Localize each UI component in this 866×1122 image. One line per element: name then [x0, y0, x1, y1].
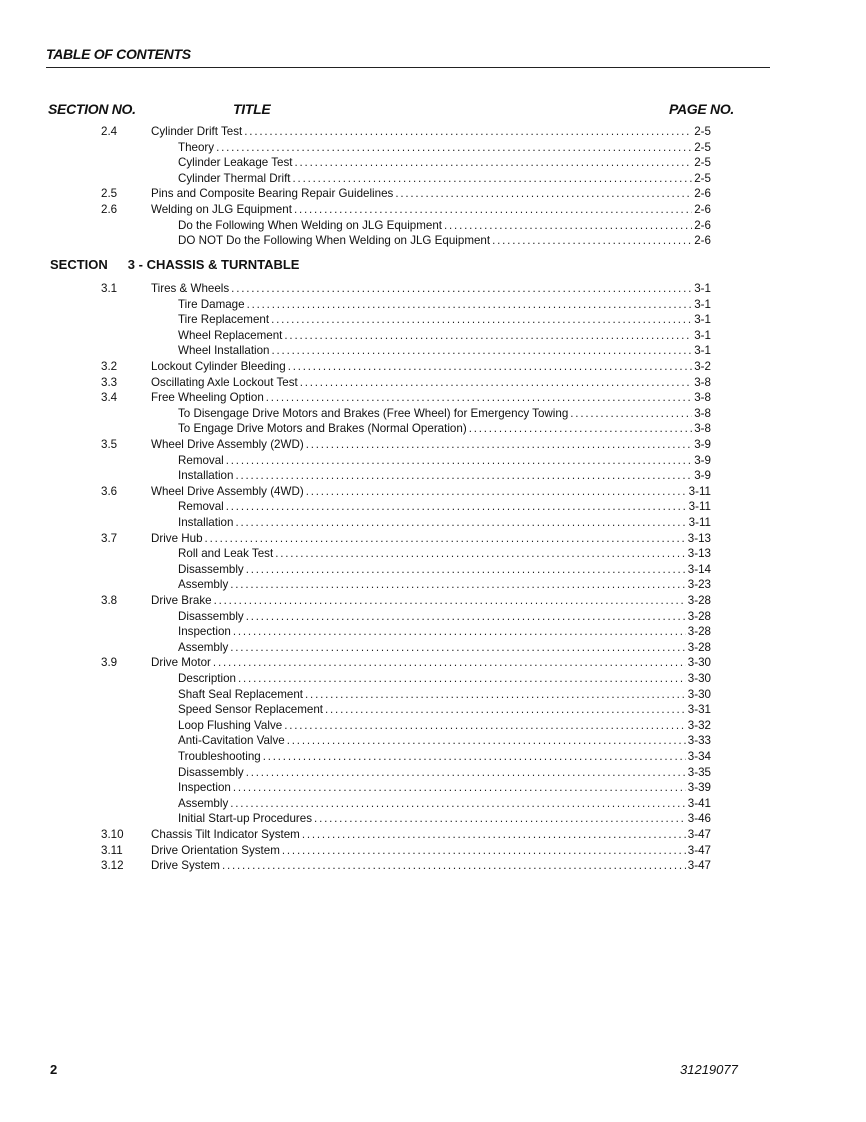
- toc-entry-title[interactable]: Wheel Drive Assembly (2WD): [151, 438, 304, 451]
- document-number: 31219077: [680, 1062, 738, 1077]
- toc-page-number[interactable]: 3-32: [687, 718, 711, 732]
- toc-entry-title[interactable]: Disassembly: [178, 609, 244, 623]
- toc-leader-dots: [295, 155, 693, 171]
- toc-entry-title[interactable]: Drive Brake: [151, 594, 212, 607]
- toc-section-number: 3.7: [101, 531, 118, 545]
- toc-section-number: 3.2: [101, 360, 118, 373]
- toc-leader-dots: [395, 186, 692, 202]
- toc-page-number[interactable]: 2-6: [694, 187, 711, 201]
- toc-page-number[interactable]: 3-11: [688, 516, 711, 529]
- toc-entry-title[interactable]: Description: [178, 672, 236, 685]
- toc-leader-dots: [216, 140, 692, 156]
- toc-entry: [151, 202, 711, 218]
- toc-leader-dots: [244, 124, 692, 140]
- toc-entry-title[interactable]: Initial Start-up Procedures: [178, 812, 313, 826]
- toc-entry-title[interactable]: DO NOT Do the Following When Welding on JLG Equipment: [178, 234, 491, 248]
- toc-entry: [151, 375, 711, 391]
- toc-entry: [178, 577, 711, 593]
- toc-leader-dots: [235, 468, 692, 484]
- toc-entry-title[interactable]: Free Wheeling Option: [151, 391, 264, 405]
- toc-leader-dots: [238, 671, 686, 687]
- toc-leader-dots: [288, 359, 693, 375]
- toc-entry: [178, 218, 711, 234]
- toc-entry: [178, 171, 711, 187]
- toc-entry-title[interactable]: Oscillating Axle Lockout Test: [151, 375, 298, 389]
- toc-leader-dots: [444, 218, 692, 234]
- toc-leader-dots: [271, 312, 692, 328]
- toc-entry-title[interactable]: Installation: [178, 516, 234, 529]
- toc-page-number[interactable]: 2-6: [694, 234, 711, 248]
- toc-entry: [178, 640, 711, 656]
- toc-page-number[interactable]: 3-30: [687, 656, 711, 670]
- toc-entry-title[interactable]: Assembly: [178, 578, 229, 592]
- toc-entry-title[interactable]: Tire Damage: [178, 297, 245, 311]
- toc-entry: [178, 515, 711, 531]
- toc-entry: [151, 124, 711, 140]
- toc-entry-title[interactable]: Drive System: [151, 859, 220, 873]
- toc-leader-dots: [246, 765, 686, 781]
- toc-entry-title[interactable]: Assembly: [178, 796, 229, 810]
- toc-entry: [151, 655, 711, 671]
- toc-entry: [178, 718, 711, 734]
- page-title: TABLE OF CONTENTS: [46, 46, 191, 62]
- toc-entry: [151, 359, 711, 375]
- column-header-page-no: PAGE NO.: [669, 101, 735, 117]
- toc-page-number[interactable]: 3-41: [687, 796, 711, 810]
- toc-leader-dots: [230, 796, 686, 812]
- toc-page-number[interactable]: 3-35: [687, 765, 711, 779]
- toc-entry-title[interactable]: Wheel Installation: [178, 344, 270, 358]
- toc-entry: [178, 702, 711, 718]
- toc-entry: [178, 155, 711, 171]
- toc-leader-dots: [235, 515, 686, 531]
- toc-entry: [178, 687, 711, 703]
- toc-leader-dots: [226, 453, 692, 469]
- toc-leader-dots: [300, 375, 693, 391]
- toc-page-number[interactable]: 3-8: [694, 375, 711, 389]
- toc-leader-dots: [230, 577, 686, 593]
- toc-entry-title[interactable]: Speed Sensor Replacement: [178, 703, 324, 717]
- toc-page-number[interactable]: 3-1: [694, 344, 711, 358]
- toc-page-number[interactable]: 3-8: [694, 406, 711, 420]
- toc-page-number[interactable]: 3-28: [687, 609, 711, 623]
- toc-entry: [151, 858, 711, 874]
- toc-page-number[interactable]: 3-13: [687, 531, 711, 545]
- toc-leader-dots: [226, 499, 687, 515]
- toc-entry: [178, 233, 711, 249]
- toc-leader-dots: [314, 811, 686, 827]
- toc-entry: [151, 843, 711, 859]
- toc-entry-title[interactable]: Welding on JLG Equipment: [151, 203, 292, 216]
- column-header-title: TITLE: [233, 101, 271, 117]
- toc-entry: [178, 297, 711, 313]
- toc-leader-dots: [230, 640, 686, 656]
- toc-leader-dots: [294, 202, 692, 218]
- toc-entry: [151, 484, 711, 500]
- toc-section-number: 3.10: [101, 828, 124, 841]
- toc-entry-title[interactable]: Chassis Tilt Indicator System: [151, 828, 300, 841]
- toc-entry: [151, 281, 711, 297]
- toc-entry: [178, 811, 711, 827]
- toc-leader-dots: [275, 546, 686, 562]
- toc-entry-title[interactable]: Drive Motor: [151, 656, 211, 670]
- toc-page-number[interactable]: 3-46: [687, 812, 711, 826]
- toc-page-number[interactable]: 3-33: [687, 734, 711, 748]
- toc-entry-title[interactable]: Cylinder Drift Test: [151, 125, 243, 138]
- toc-leader-dots: [287, 733, 686, 749]
- toc-entry: [178, 733, 711, 749]
- toc-entry-title[interactable]: Roll and Leak Test: [178, 547, 274, 561]
- toc-entry-title[interactable]: To Disengage Drive Motors and Brakes (Free Wheel) for Emergency Towing: [178, 406, 569, 420]
- toc-leader-dots: [305, 687, 686, 703]
- toc-entry-title[interactable]: Wheel Replacement: [178, 328, 283, 342]
- toc-leader-dots: [302, 827, 686, 843]
- toc-page-number[interactable]: 3-2: [694, 360, 711, 373]
- toc-page-number[interactable]: 3-28: [687, 640, 711, 654]
- toc-entry: [178, 562, 711, 578]
- toc-leader-dots: [231, 281, 692, 297]
- toc-entry-title[interactable]: Installation: [178, 469, 234, 483]
- toc-page-number[interactable]: 2-6: [694, 203, 711, 216]
- toc-leader-dots: [266, 390, 692, 406]
- toc-page-number[interactable]: 3-1: [694, 328, 711, 342]
- toc-entry: [178, 312, 711, 328]
- toc-leader-dots: [284, 328, 692, 344]
- toc-leader-dots: [233, 780, 686, 796]
- toc-page-number[interactable]: 3-1: [694, 313, 711, 327]
- toc-entry-title[interactable]: Inspection: [178, 625, 231, 639]
- toc-entry-title[interactable]: Wheel Drive Assembly (4WD): [151, 484, 304, 498]
- toc-entry-title[interactable]: Anti-Cavitation Valve: [178, 734, 285, 748]
- toc-entry-title[interactable]: Tires & Wheels: [151, 282, 230, 295]
- toc-page-number[interactable]: 3-28: [687, 625, 711, 639]
- toc-section-number: 3.9: [101, 656, 118, 670]
- page-number: 2: [50, 1062, 58, 1077]
- toc-leader-dots: [570, 406, 692, 422]
- toc-entry: [151, 390, 711, 406]
- toc-entry: [151, 531, 711, 547]
- toc-page-number[interactable]: 3-9: [694, 438, 711, 451]
- toc-entry: [178, 671, 711, 687]
- toc-entry: [178, 328, 711, 344]
- toc-entry: [178, 609, 711, 625]
- toc-leader-dots: [293, 171, 693, 187]
- toc-leader-dots: [214, 593, 686, 609]
- toc-page-number[interactable]: 3-47: [687, 843, 711, 857]
- toc-page-number[interactable]: 3-8: [694, 422, 711, 436]
- toc-entry: [178, 406, 711, 422]
- toc-page-number[interactable]: 2-5: [694, 125, 711, 138]
- toc-entry-title[interactable]: Pins and Composite Bearing Repair Guidelines: [151, 187, 394, 201]
- toc-entry: [178, 546, 711, 562]
- toc-entry: [151, 186, 711, 202]
- toc-section-number: 3.3: [101, 375, 118, 389]
- toc-page-number[interactable]: 3-31: [687, 703, 711, 717]
- toc-page-number[interactable]: 3-9: [694, 469, 711, 483]
- toc-section-number: 3.11: [101, 843, 123, 857]
- toc-leader-dots: [233, 624, 686, 640]
- toc-page-number[interactable]: 3-11: [688, 500, 711, 514]
- toc-page-number[interactable]: 2-5: [694, 140, 711, 154]
- section-label: SECTION: [50, 257, 108, 272]
- toc-entry-title[interactable]: To Engage Drive Motors and Brakes (Normal Operation): [178, 422, 467, 436]
- toc-leader-dots: [272, 343, 693, 359]
- toc-page-number[interactable]: 3-8: [694, 391, 711, 405]
- section-title: - CHASSIS & TURNTABLE: [138, 257, 300, 272]
- toc-page-number[interactable]: 3-1: [694, 297, 711, 311]
- toc-entry-title[interactable]: Loop Flushing Valve: [178, 718, 283, 732]
- toc-page-number[interactable]: 3-34: [687, 750, 711, 763]
- toc-entry-title[interactable]: Do the Following When Welding on JLG Equipment: [178, 218, 443, 232]
- toc-page-number[interactable]: 3-30: [687, 672, 711, 685]
- column-header-section-no: SECTION NO.: [48, 101, 136, 117]
- toc-leader-dots: [222, 858, 686, 874]
- toc-page-number[interactable]: 3-23: [687, 578, 711, 592]
- toc-entry-title[interactable]: Drive Orientation System: [151, 843, 280, 857]
- toc-page-number[interactable]: 3-13: [687, 547, 711, 561]
- toc-entry: [178, 468, 711, 484]
- toc-entry-title[interactable]: Lockout Cylinder Bleeding: [151, 360, 286, 373]
- toc-leader-dots: [469, 421, 693, 437]
- toc-leader-dots: [306, 484, 687, 500]
- toc-entry: [178, 765, 711, 781]
- toc-entry-title[interactable]: Drive Hub: [151, 531, 203, 545]
- toc-page-number[interactable]: 3-9: [694, 453, 711, 467]
- toc-page-number[interactable]: 3-47: [687, 828, 711, 841]
- toc-entry-title[interactable]: Removal: [178, 453, 224, 467]
- toc-page-number[interactable]: 3-14: [687, 562, 711, 576]
- toc-entry: [178, 624, 711, 640]
- toc-page-number[interactable]: 3-47: [687, 859, 711, 873]
- toc-leader-dots: [247, 297, 693, 313]
- toc-page-number[interactable]: 3-39: [687, 781, 711, 795]
- toc-entry-title[interactable]: Cylinder Leakage Test: [178, 156, 293, 170]
- toc-leader-dots: [246, 562, 686, 578]
- toc-section-number: 3.4: [101, 391, 118, 405]
- toc-leader-dots: [263, 749, 686, 765]
- toc-section-number: 3.5: [101, 438, 118, 451]
- toc-page-number[interactable]: 2-5: [694, 171, 711, 185]
- toc-page-number[interactable]: 3-30: [687, 687, 711, 701]
- toc-entry: [178, 749, 711, 765]
- toc-entry-title[interactable]: Troubleshooting: [178, 750, 261, 763]
- section-number: 3: [127, 257, 136, 272]
- toc-entry: [151, 437, 711, 453]
- toc-page-number[interactable]: 3-11: [688, 484, 711, 498]
- toc-page-number[interactable]: 2-5: [694, 156, 711, 170]
- toc-page-number[interactable]: 3-28: [687, 594, 711, 607]
- toc-entry: [178, 343, 711, 359]
- toc-leader-dots: [325, 702, 686, 718]
- toc-leader-dots: [306, 437, 693, 453]
- toc-entry-title[interactable]: Tire Replacement: [178, 313, 270, 327]
- toc-entry: [178, 140, 711, 156]
- toc-entry-title[interactable]: Assembly: [178, 640, 229, 654]
- toc-leader-dots: [282, 843, 686, 859]
- toc-entry-title[interactable]: Removal: [178, 500, 224, 514]
- toc-section-number: 3.6: [101, 484, 118, 498]
- toc-entry: [178, 421, 711, 437]
- toc-entry-title[interactable]: Disassembly: [178, 562, 244, 576]
- toc-section-number: 3.12: [101, 859, 124, 873]
- toc-page-number[interactable]: 3-1: [694, 282, 711, 295]
- toc-leader-dots: [492, 233, 692, 249]
- toc-entry-title[interactable]: Shaft Seal Replacement: [178, 687, 304, 701]
- toc-section-number: 2.5: [101, 187, 118, 201]
- toc-page-number[interactable]: 2-6: [694, 218, 711, 232]
- toc-section-number: 3.8: [101, 594, 118, 607]
- toc-entry: [151, 593, 711, 609]
- toc-entry-title[interactable]: Inspection: [178, 781, 231, 795]
- toc-section-number: 2.4: [101, 125, 118, 138]
- toc-section-number: 3.1: [101, 282, 118, 295]
- toc-leader-dots: [246, 609, 686, 625]
- toc-entry-title[interactable]: Disassembly: [178, 765, 244, 779]
- toc-leader-dots: [284, 718, 686, 734]
- toc-entry: [178, 796, 711, 812]
- toc-entry: [178, 780, 711, 796]
- toc-entry: [178, 453, 711, 469]
- toc-entry-title[interactable]: Theory: [178, 140, 215, 154]
- toc-section-number: 2.6: [101, 203, 118, 216]
- toc-entry-title[interactable]: Cylinder Thermal Drift: [178, 171, 291, 185]
- toc-entry: [151, 827, 711, 843]
- toc-leader-dots: [213, 655, 686, 671]
- toc-entry: [178, 499, 711, 515]
- page-header: [46, 46, 770, 68]
- toc-leader-dots: [205, 531, 686, 547]
- section-3-heading[interactable]: [50, 257, 299, 273]
